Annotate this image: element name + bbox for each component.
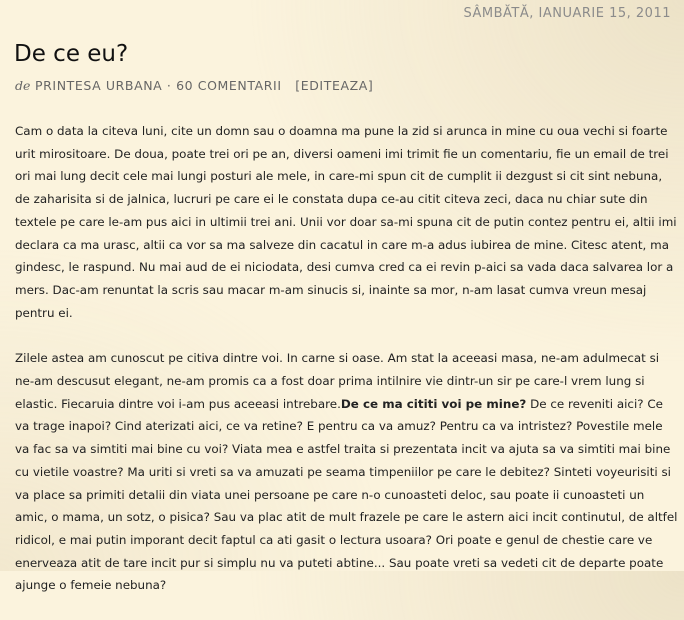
- byline-separator: ·: [166, 78, 172, 93]
- author-link[interactable]: PRINTESA URBANA: [34, 78, 163, 93]
- edit-post-link[interactable]: [EDITEAZA]: [295, 78, 374, 93]
- post-paragraph-2: [15, 347, 680, 597]
- post-body: [15, 120, 680, 620]
- post-paragraph-1: Cam o data la citeva luni, cite un domn sau o doamna ma pune la zid si arunca in mine cu oua vechi si foarte urit mirositoare. De doua, poate trei ori pe an, diversi oameni imi trimit fie un comentariu, fie un email de trei ori mai lung decit cele mai lungi posturi ale mele, in care-mi spun cit de cumplit ii dezgust si cit sint nebuna, de zaharisita si de jalnica, lucruri pe care ei le constata dupa ce-au citit citeva zeci, daca nu chiar sute din textele pe care le-am pus aici in ultimii trei ani. Unii vor doar sa-mi spuna cit de putin contez pentru ei, altii imi declara ca ma urasc, altii ca vor sa ma salveze din cacatul in care m-a adus iubirea de mine. Citesc atent, ma gindesc, le raspund. Nu mai aud de ei niciodata, desi cumva cred ca ei revin p-aici sa vada daca salvarea lor a mers. Dac-am renuntat la scris sau macar m-am sinucis si, inainte sa mor, n-am lasat cumva vreun mesaj pentru ei.: [15, 124, 677, 320]
- post-byline: [15, 78, 373, 93]
- comments-link[interactable]: 60 COMENTARII: [176, 78, 282, 93]
- paragraph-2-text-after: De ce reveniti aici? Ce va trage inapoi? Cind aterizati aici, ce va retine? E pentru ca va amuz? Pentru ca va intristez? Povestile mele va fac sa va simtiti mai bine cu voi? Viata mea e astfel traita si prezentata incit va ajuta sa va simtiti mai bine cu vietile voastre? Ma uriti si vreti sa va amuzati pe seama timpeniilor pe care le debitez? Sinteti voyeurisiti si va place sa primiti detalii din viata unei persoane pe care n-o cunoasteti deloc, sau poate ii cunoasteti un amic, o mama, un sotz, o pisica? Sau va plac atit de mult frazele pe care le astern aici incit continutul, de altfel ridicol, e mai putin imporant decit faptul ca ati gasit o lectura usoara? Ori poate e genul de chestie care ve enerveaza atit de tare incit pur si simplu nu va puteti abtine... Sau poate vreti sa vedeti cit de departe poate ajunge o femeie nebuna?: [15, 396, 678, 593]
- paragraph-2-text-before: Zilele astea am cunoscut pe citiva dintre voi. In carne si oase. Am stat la aceeasi masa, ne-am adulmecat si ne-am descusut elegant, ne-am promis ca a fost doar prima intilnire vie dintr-un sir pe care-l vrem lung si elastic. Fiecaruia dintre voi i-am pus aceeasi intrebare.: [15, 351, 660, 411]
- byline-prefix: de: [15, 78, 31, 93]
- post-date: SÂMBĂTĂ, IANUARIE 15, 2011: [463, 6, 671, 21]
- highlighted-question: De ce ma cititi voi pe mine?: [340, 396, 527, 411]
- post-title: De ce eu?: [14, 41, 129, 67]
